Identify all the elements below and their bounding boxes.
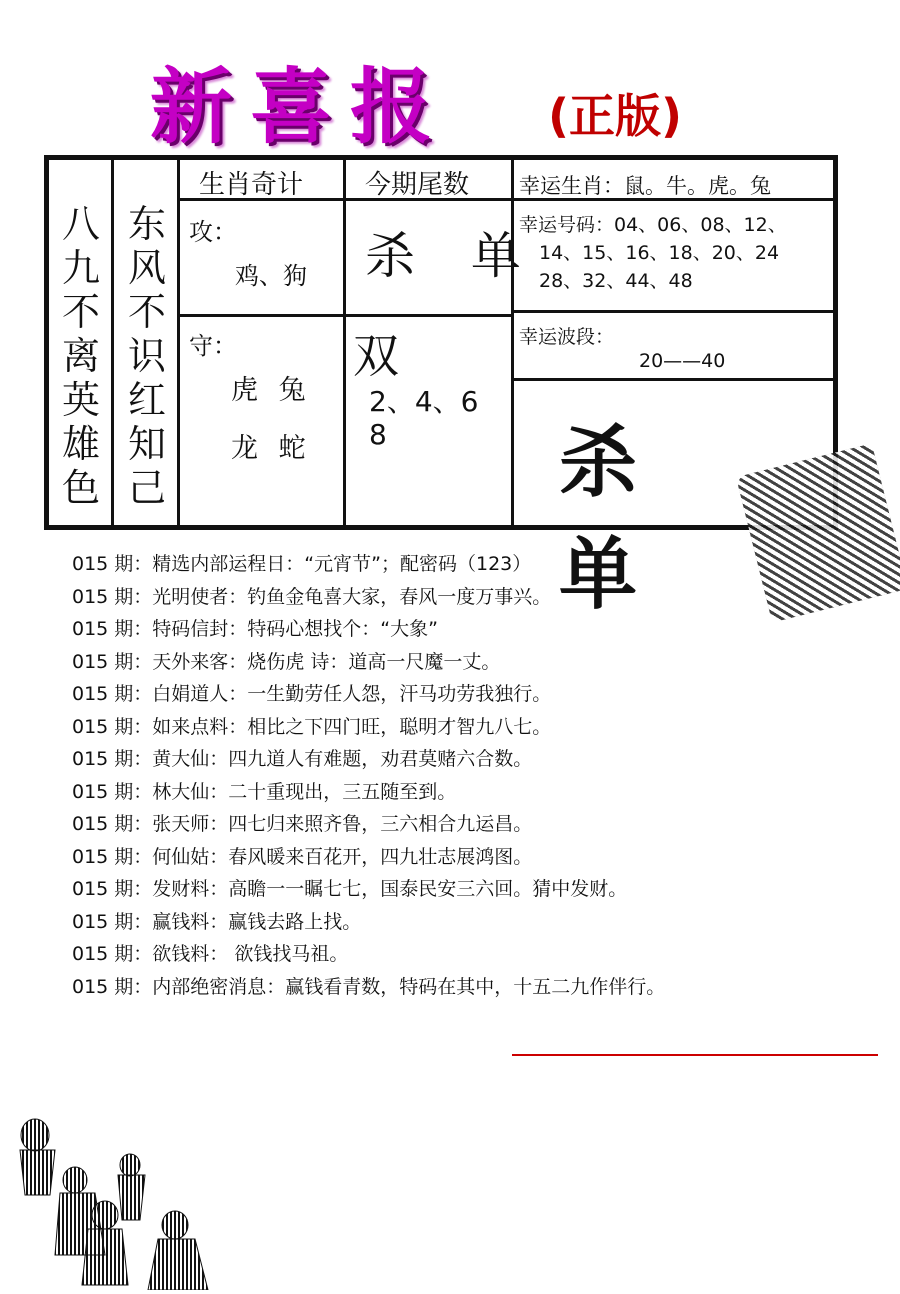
prediction-list — [72, 548, 872, 1003]
divider — [511, 310, 837, 313]
lucky-numbers-row3: 28、32、44、48 — [539, 270, 693, 292]
defend-value-2: 龙 蛇 — [231, 433, 312, 464]
defend-value-1: 虎 兔 — [231, 375, 312, 406]
divider — [111, 160, 114, 530]
pair-numbers-2: 8 — [369, 418, 387, 451]
divider — [343, 160, 346, 530]
list-item: 015 期：光明使者：钓鱼金龟喜大家，春风一度万事兴。 — [72, 585, 552, 608]
list-item: 015 期：欲钱料： 欲钱找马祖。 — [72, 943, 349, 965]
tail-header: 今期尾数 — [365, 170, 470, 200]
lucky-wave-value: 20——40 — [639, 350, 726, 372]
list-item: 015 期：赢钱料：赢钱去路上找。 — [72, 910, 362, 933]
divider — [511, 378, 837, 381]
pair-label: 双 — [353, 329, 399, 383]
list-item: 015 期：内部绝密消息：赢钱看青数，特码在其中，十五二九作伴行。 — [72, 975, 666, 998]
list-item: 015 期：精选内部运程日：“元宵节”；配密码（123） — [72, 553, 532, 575]
attack-label: 攻： — [189, 218, 237, 246]
pair-numbers-1: 2、4、6 — [369, 385, 479, 418]
lucky-numbers-label: 幸运号码：04、06、08、12、 — [519, 214, 787, 236]
slogan-column-2: 东风不识红知己 — [127, 202, 166, 510]
lucky-wave-label: 幸运波段： — [519, 326, 615, 348]
list-item: 015 期：天外来客：烧伤虎 诗：道高一尺魔一丈。 — [72, 650, 501, 673]
newspaper-title: 新喜报 — [150, 59, 451, 155]
zodiac-header: 生肖奇计 — [199, 170, 304, 200]
list-item: 015 期：白娟道人：一生勤劳任人怨，汗马功劳我独行。 — [72, 683, 552, 705]
big-kill-text: 杀 单 — [559, 418, 678, 620]
defend-label: 守： — [189, 332, 237, 360]
edition-label: (正版) — [548, 89, 683, 143]
divider — [177, 314, 511, 317]
list-item: 015 期：黄大仙：四九道人有难题，劝君莫赌六合数。 — [72, 748, 533, 770]
lucky-numbers-row2: 14、15、16、18、20、24 — [539, 242, 780, 264]
list-item: 015 期：发财料：高瞻一一瞩七七，国泰民安三六回。猜中发财。 — [72, 878, 628, 900]
tail-kill-text: 杀 单 — [365, 227, 541, 285]
red-divider — [512, 1054, 878, 1056]
attack-value: 鸡、狗 — [235, 262, 307, 290]
slogan-column-1: 八九不离英雄色 — [61, 202, 100, 510]
list-item: 015 期：林大仙：二十重现出，三五随至到。 — [72, 780, 457, 803]
lucky-zodiac: 幸运生肖：鼠。牛。虎。兔 — [519, 174, 771, 198]
divider — [177, 160, 180, 530]
list-item: 015 期：张天师：四七归来照齐鲁，三六相合九运昌。 — [72, 813, 533, 835]
dancers-illustration — [10, 1105, 220, 1290]
list-item: 015 期：特码信封：特码心想找个：“大象” — [72, 618, 438, 640]
list-item: 015 期：何仙姑：春风暖来百花开，四九壮志展鸿图。 — [72, 845, 533, 868]
list-item: 015 期：如来点料：相比之下四门旺，聪明才智九八七。 — [72, 715, 552, 738]
